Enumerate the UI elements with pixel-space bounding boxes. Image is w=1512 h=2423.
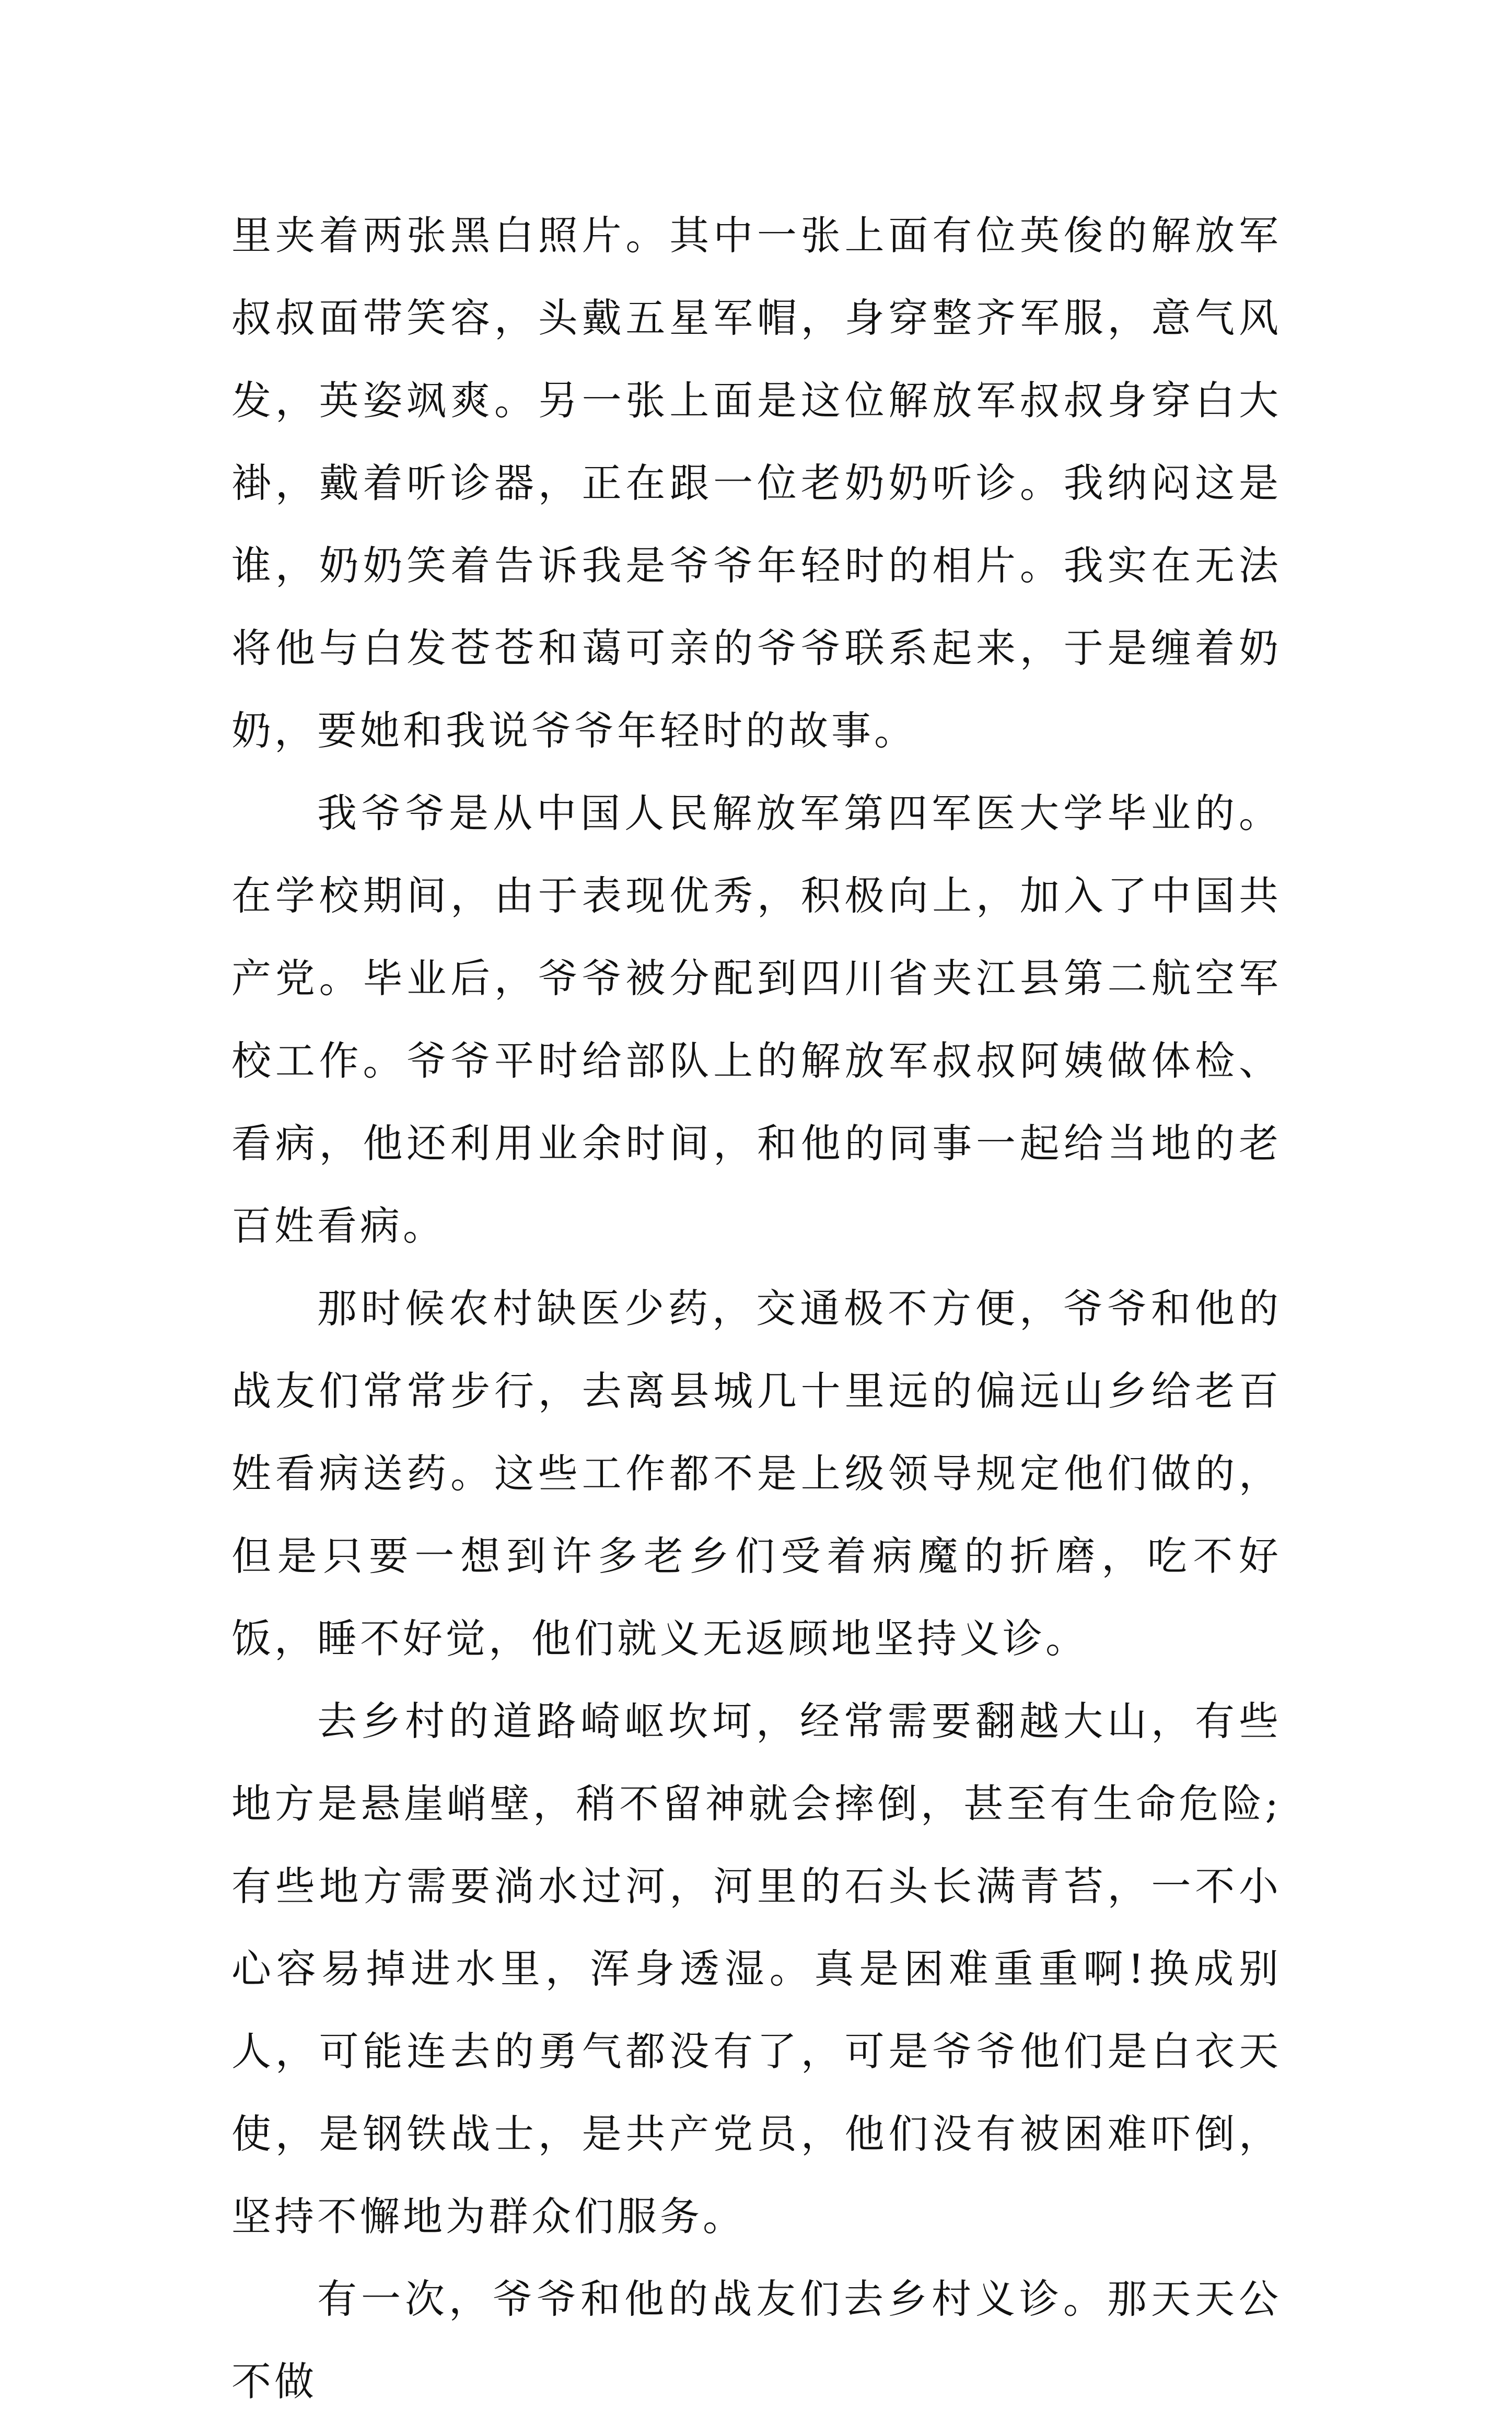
paragraph-1: 里夹着两张黑白照片。其中一张上面有位英俊的解放军叔叔面带笑容，头戴五星军帽，身穿整齐军服，意气风发，英姿飒爽。另一张上面是这位解放军叔叔身穿白大褂，戴着听诊器，正在跟一位老奶奶听诊。我纳闷这是谁，奶奶笑着告诉我是爷爷年轻时的相片。我实在无法将他与白发苍苍和蔼可亲的爷爷联系起来，于是缠着奶奶，要她和我说爷爷年轻时的故事。	[231, 212, 1282, 754]
body-text	[231, 194, 1282, 2423]
paragraph-4: 去乡村的道路崎岖坎坷，经常需要翻越大山，有些地方是悬崖峭壁，稍不留神就会摔倒，甚至有生命危险;有些地方需要淌水过河，河里的石头长满青苔，一不小心容易掉进水里，浑身透湿。真是困难重重啊!换成别人，可能连去的勇气都没有了，可是爷爷他们是白衣天使，是钢铁战士，是共产党员，他们没有被困难吓倒，坚持不懈地为群众们服务。	[231, 1698, 1282, 2240]
paragraph-3: 那时候农村缺医少药，交通极不方便，爷爷和他的战友们常常步行，去离县城几十里远的偏远山乡给老百姓看病送药。这些工作都不是上级领导规定他们做的，但是只要一想到许多老乡们受着病魔的折磨，吃不好饭，睡不好觉，他们就义无返顾地坚持义诊。	[231, 1285, 1282, 1662]
paragraph-5: 有一次，爷爷和他的战友们去乡村义诊。那天天公不做	[231, 2276, 1282, 2405]
paragraph-2: 我爷爷是从中国人民解放军第四军医大学毕业的。在学校期间，由于表现优秀，积极向上，加入了中国共产党。毕业后，爷爷被分配到四川省夹江县第二航空军校工作。爷爷平时给部队上的解放军叔叔阿姨做体检、看病，他还利用业余时间，和他的同事一起给当地的老百姓看病。	[231, 790, 1282, 1249]
